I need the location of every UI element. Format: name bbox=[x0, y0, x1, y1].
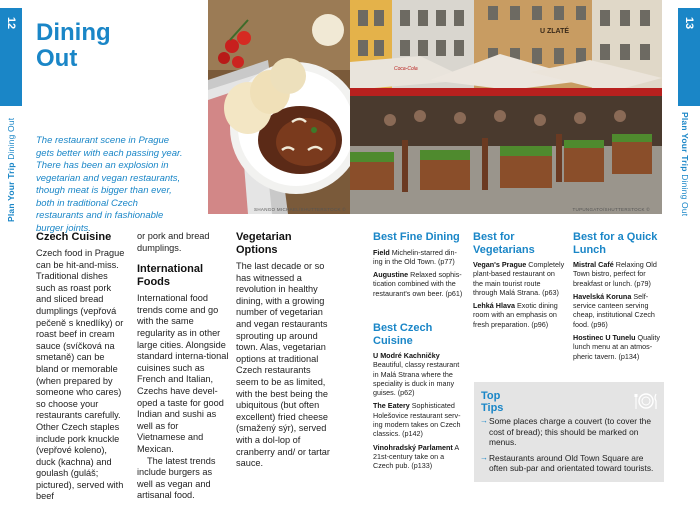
entry-text: Self-service canteen serving cheap, institutional Czech food. (p96) bbox=[573, 291, 655, 329]
list-item bbox=[373, 248, 465, 267]
best-vegetarians-heading: Best for Vegetarians bbox=[473, 231, 535, 256]
international-section bbox=[137, 231, 229, 502]
entry-name: U Modré Kachničky bbox=[373, 351, 440, 360]
tip-item: → Restaurants around Old Town Square are often sub-par and orientated toward tourists. bbox=[481, 453, 659, 474]
list-item bbox=[473, 260, 565, 297]
international-heading: International Foods bbox=[137, 263, 204, 289]
czech-cuisine-section bbox=[36, 231, 128, 503]
title-line-1: Dining bbox=[36, 19, 111, 46]
intro-text: The restaurant scene in Prague gets better with each passing year. There has been an explosion in vegetarian and vegan restaurants, though meat is bigger than ever, both in traditional Czech restaurants and in fashionable burger joints. bbox=[36, 135, 183, 234]
right-side-label bbox=[680, 112, 690, 222]
umbrella-text: Coca-Cola bbox=[394, 66, 418, 72]
tips-heading-line-1: Top bbox=[481, 390, 501, 402]
list-item bbox=[373, 401, 465, 438]
side-label-light: Dining Out bbox=[6, 117, 16, 160]
goulash-illustration bbox=[208, 0, 350, 214]
czech-cuisine-body: Czech food in Prague can be hit-and-miss. Traditional dishes such as roast pork and sliced bread dumplings (vepřová pečeně s knedlíky) or roast beef in cream sauce (svíčková na smetaně) can be bland or memorable (when prepared by someone who cares) so choose your restaurants carefully. Other Czech staples include pork knuckle (vepřové koleno), duck (kachna) and goulash (guláš; pictured), served with beef bbox=[36, 248, 125, 502]
list-item bbox=[373, 270, 465, 298]
goulash-photo bbox=[208, 0, 350, 214]
cutlery-plate-icon bbox=[634, 392, 658, 410]
entry-text: Relaxed sophis-tication combined with the restaurant's own beer. (p61) bbox=[373, 270, 463, 298]
title-line-2: Out bbox=[36, 45, 78, 72]
entry-text: Michelin-starred din-ing in the Old Town. (p77) bbox=[373, 247, 457, 266]
entry-text: Quality lunch menu at an atmos-pheric tavern. (p134) bbox=[573, 333, 660, 361]
best-czech-cuisine bbox=[373, 322, 465, 475]
terrace-illustration bbox=[350, 0, 662, 214]
tips-heading-line-2: Tips bbox=[481, 402, 504, 414]
side-label-light: Dining Out bbox=[680, 174, 690, 217]
best-fine-dining bbox=[373, 231, 465, 302]
left-photo-credit: SHANGO MICHAEL/SHUTTERSTOCK © bbox=[254, 207, 346, 212]
entry-name: Hostinec U Tunelu bbox=[573, 333, 636, 343]
entry-name: The Eatery bbox=[373, 401, 410, 411]
right-page-number-tab bbox=[678, 8, 700, 38]
best-quick-lunch-heading: Best for a Quick Lunch bbox=[573, 231, 658, 256]
tips-list bbox=[481, 416, 659, 479]
left-page-number-tab bbox=[0, 8, 22, 38]
international-body-1: International food trends come and go with the same regularity as in other large cities. Alongside standard interna-tional cuisines such as French and Italian, Czechs have devel-oped a taste for good Indian and sushi as well as for Vietnamese and Mexican. bbox=[137, 293, 229, 454]
entry-name: Vegan's Prague bbox=[473, 260, 527, 269]
entry-name: Augustine bbox=[373, 270, 409, 280]
entry-text: Completely plant-based restaurant on the main tourist route through Malá Strana. (p63) bbox=[473, 260, 565, 297]
terrace-photo bbox=[350, 0, 662, 214]
vegetarian-body: The last decade or so has witnessed a revolution in healthy dining, with a growing number of vegetarian and vegan restaurants sprouting up around town. Alas, vegetarian options at traditional Czech restaurants seem to be as limited, with the best being the ubiquitous (but often excellent) fried cheese (smažený sýr), served with a dol-lop of cranberry and/ or tartar sauce. bbox=[236, 261, 330, 469]
entry-text: A 21st-century take on a Czech pub. (p133) bbox=[373, 442, 459, 471]
best-quick-lunch bbox=[573, 231, 663, 365]
side-label-bold: Plan Your Trip bbox=[680, 112, 690, 172]
best-for-vegetarians bbox=[473, 231, 565, 333]
tip-item: → Some places charge a couvert (to cover the cost of bread); this should be marked on menus. bbox=[481, 416, 659, 448]
top-tips-heading bbox=[481, 390, 503, 414]
best-fine-dining-heading: Best Fine Dining bbox=[373, 231, 460, 243]
right-page-number: 13 bbox=[683, 16, 695, 30]
page-title bbox=[36, 20, 111, 72]
best-czech-heading: Best Czech Cuisine bbox=[373, 322, 433, 347]
entry-text: Relaxing Old Town bistro, perfect for breakfast or lunch. (p79) bbox=[573, 260, 657, 288]
czech-cuisine-heading: Czech Cuisine bbox=[36, 231, 112, 243]
left-page-number: 12 bbox=[5, 16, 17, 30]
entry-name: Lehká Hlava bbox=[473, 301, 515, 311]
entry-name: Havelská Koruna bbox=[573, 291, 632, 301]
czech-cuisine-continued: or pork and bread dumplings. bbox=[137, 231, 210, 253]
entry-text: Beautiful, classy restaurant in Malá Strana where the speciality is duck in many guises. (p62) bbox=[373, 360, 460, 398]
list-item bbox=[473, 301, 565, 329]
entry-text: Sophisticated Holešovice restaurant serv-ing modern takes on Czech classics. (p142) bbox=[373, 401, 461, 439]
vegetarian-section bbox=[236, 231, 330, 470]
entry-text: Exotic dining room with an emphasis on fresh preparation. (p96) bbox=[473, 301, 558, 329]
list-item bbox=[573, 333, 663, 361]
entry-name: Mistral Café bbox=[573, 260, 614, 269]
facade-sign: U ZLATÉ bbox=[540, 28, 570, 35]
list-item bbox=[573, 260, 663, 288]
right-tab-bar bbox=[678, 38, 700, 106]
left-side-label bbox=[6, 112, 16, 222]
right-photo-credit: TUPUNGATO/SHUTTERSTOCK © bbox=[572, 207, 650, 212]
side-label-bold: Plan Your Trip bbox=[6, 162, 16, 222]
vegetarian-heading: Vegetarian Options bbox=[236, 231, 292, 256]
left-tab-bar bbox=[0, 38, 22, 106]
list-item bbox=[573, 292, 663, 329]
entry-name: Vinohradský Parlament bbox=[373, 442, 453, 452]
list-item bbox=[373, 351, 465, 397]
top-tips-box bbox=[474, 382, 664, 482]
entry-name: Field bbox=[373, 247, 390, 257]
list-item bbox=[373, 443, 465, 471]
international-body-2: The latest trends include burgers as well as vegan and artisanal food. bbox=[137, 455, 216, 501]
